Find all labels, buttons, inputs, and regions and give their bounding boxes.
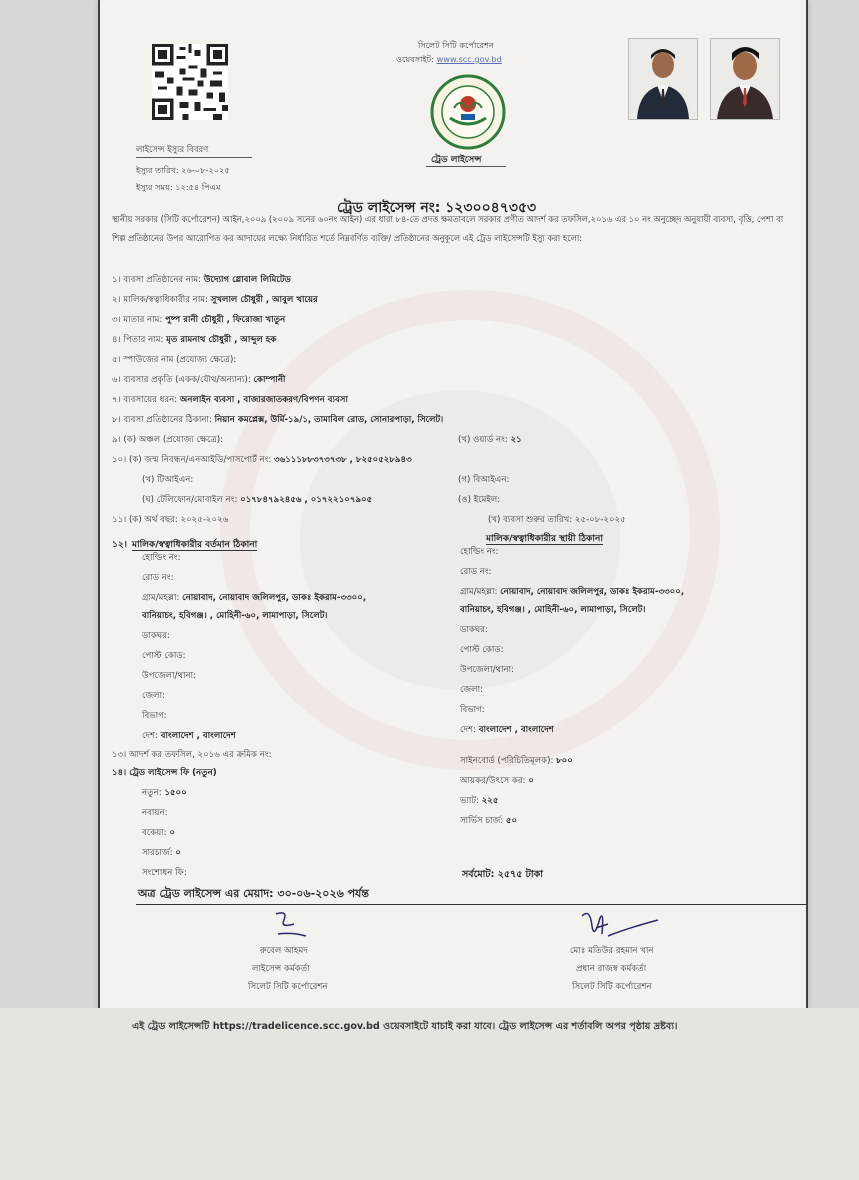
website-label: ওয়েবসাইট: (396, 54, 434, 64)
present-road: রোড নং: (142, 573, 174, 583)
present-address-heading: ১২। মালিক/স্বত্বাধিকারীর বর্তমান ঠিকানা (112, 540, 258, 550)
fee-arrears: বকেয়া: ০ (142, 828, 176, 838)
permanent-holding: হোল্ডিং নং: (460, 547, 499, 557)
fee-income-tax: আয়কর/উৎসে কর: ০ (460, 776, 534, 786)
present-post-office: ডাকঘর: (142, 631, 170, 641)
permanent-division: বিভাগ: (460, 705, 485, 715)
fee-correction: সংশোধন ফি: (142, 868, 187, 878)
field-business-name: ১। ব্যবসা প্রতিষ্ঠানের নাম: উদ্যোগ গ্লোবাল লিমিটেড (112, 275, 291, 285)
divider (136, 157, 252, 158)
field-mother-name: ৩। মাতার নাম: পুষ্প রানী চৌধুরী , ফিরোজা খাতুন (112, 315, 286, 325)
owner-photo-1 (628, 38, 698, 120)
fee-total: সর্বমোট: ২৫৭৫ টাকা (462, 869, 544, 880)
signatory-2-name: মোঃ মতিউর রহমান খান (570, 946, 654, 956)
fee-new: নতুন: ১৫০০ (142, 788, 187, 798)
field-business-address: ৮। ব্যবসা প্রতিষ্ঠানের ঠিকানা: নিয়ান কমপ্লেক্স, উর্মি-১৯/১, তামাবিল রোড, সোনারপাড়া, সিলেট। (112, 415, 444, 425)
present-upazila: উপজেলা/থানা: (142, 671, 197, 681)
field-phone: (ঘ) টেলিফোন/মোবাইল নং: ০১৭৮৪৭৯২৪৫৬ , ০১৭২২১০৭৯০৫ (142, 495, 373, 505)
website-link[interactable]: www.scc.gov.bd (436, 54, 502, 64)
fee-heading: ১৪। ট্রেড লাইসেন্স ফি (নতুন) (112, 768, 217, 778)
permanent-road: রোড নং: (460, 567, 492, 577)
permanent-district: জেলা: (460, 685, 483, 695)
field-tax-schedule: ১৩। আদর্শ কর তফসিল, ২০১৬ এর ক্রমিক নং: (112, 750, 272, 760)
present-country: দেশ: বাংলাদেশ , বাংলাদেশ (142, 731, 236, 741)
license-type: ট্রেড লাইসেন্স (431, 155, 482, 165)
permanent-post-office: ডাকঘর: (460, 625, 488, 635)
fee-service-charge: সার্ভিস চার্জ: ৫০ (460, 816, 518, 826)
field-nid: ১০। (ক) জন্ম নিবন্ধন/এনআইডি/পাসপোর্ট নং: ৩৬১১১৮৮৩৭৩৭৩৮ , ৮২৫০৫২৮৯৪৩ (112, 455, 412, 465)
present-village-line2: বানিয়াচং, হবিগঞ্জ। , মোহিনী-৬০, লামাপাড়া, সিলেট। (142, 611, 328, 621)
present-village: গ্রাম/মহল্লা: নোয়াবাদ, নোয়াবাদ জলিলপুর, ডাকঃ ইকরাম-৩৩০০, (142, 593, 367, 603)
issue-heading: লাইসেন্স ইস্যুর বিবরণ (136, 144, 209, 154)
signatory-1-name: রুবেল আহমদ (260, 946, 308, 956)
present-post-code: পোস্ট কোড: (142, 651, 186, 661)
field-tin: (খ) টিআইএন: (142, 475, 194, 485)
license-number-title: ট্রেড লাইসেন্স নং: ১২৩০০৪৭৩৫৩ (337, 200, 537, 216)
field-business-type: ৭। ব্যবসায়ের ধরন: অনলাইন ব্যবসা , বাজারজাতকরণ/বিপণন ব্যবসা (112, 395, 348, 405)
field-business-nature: ৬। ব্যবসার প্রকৃতি (একক/যৌথ/অন্যান্য): কোম্পানী (112, 375, 286, 385)
website-line (396, 54, 502, 67)
permanent-village-line2: বানিয়াচং, হবিগঞ্জ। , মোহিনী-৬০, লামাপাড়া, সিলেট। (460, 605, 646, 615)
fee-signboard: সাইনবোর্ড (পরিচিতিমূলক): ৮০০ (460, 756, 573, 766)
permanent-village: গ্রাম/মহল্লা: নোয়াবাদ, নোয়াবাদ জলিলপুর, ডাকঃ ইকরাম-৩৩০০, (460, 587, 685, 597)
signature-image-1 (268, 910, 316, 948)
field-email: (ঙ) ইমেইল: (458, 495, 501, 505)
field-spouse-name: ৫। স্পাউজের নাম (প্রযোজ্য ক্ষেত্রে): (112, 355, 237, 365)
permanent-upazila: উপজেলা/থানা: (460, 665, 515, 675)
divider (426, 166, 506, 167)
divider (136, 904, 806, 905)
permanent-country: দেশ: বাংলাদেশ , বাংলাদেশ (460, 725, 554, 735)
qr-code (152, 44, 228, 120)
intro-paragraph: স্থানীয় সরকার (সিটি কর্পোরেশন) আইন,২০০৯ (২০০৯ সনের ৬০নং আইন) এর ধারা ৮৪-তে প্রদত্ত ক্ষমতাবলে সরকার প্রণীত আদর্শ কর তফসিল,২০১৬ এর ১০ নং অনুচ্ছেদ অনুযায়ী ব্যবসা, বৃত্তি, পেশা বা শিল্প প্রতিষ্ঠানের উপর আরোপিত কর আদায়ের লক্ষ্যে নির্ধারিত শর্তে নিম্নবর্ণিত ব্যক্তি/ প্রতিষ্ঠানের অনুকূলে এই ট্রেড লাইসেন্সটি ইস্যু করা হলো: (112, 214, 784, 243)
signatory-1-org: সিলেট সিটি কর্পোরেশন (248, 982, 328, 992)
fee-surcharge: সারচার্জ: ০ (142, 848, 181, 858)
field-ward: (খ) ওয়ার্ড নং: ২১ (458, 435, 522, 445)
signatory-1-title: লাইসেন্স কর্মকর্তা (252, 964, 310, 974)
present-district: জেলা: (142, 691, 165, 701)
permanent-address-heading: মালিক/স্বত্বাধিকারীর স্থায়ী ঠিকানা (486, 534, 603, 544)
verification-footer: এই ট্রেড লাইসেন্সটি https://tradelicence.scc.gov.bd ওয়েবসাইটে যাচাই করা যাবে। ট্রেড লাইসেন্স এর শর্তাবলি অপর পৃষ্ঠায় দ্রষ্টব্য। (132, 1021, 678, 1032)
field-zone: ৯। (ক) অঞ্চল (প্রযোজ্য ক্ষেত্রে): (112, 435, 223, 445)
permanent-post-code: পোস্ট কোড: (460, 645, 504, 655)
org-name: সিলেট সিটি কর্পোরেশন (418, 40, 494, 50)
field-start-date: (খ) ব্যবসা শুরুর তারিখ: ২৫-০৮-২০২৫ (488, 515, 626, 525)
field-father-name: ৪। পিতার নাম: মৃত রামনাথ চৌধুরী , আব্দুল হক (112, 335, 277, 345)
field-fiscal-year: ১১। (ক) অর্থ বছর: ২০২৫-২০২৬ (112, 515, 229, 525)
validity: অত্র ট্রেড লাইসেন্স এর মেয়াদ: ৩০-০৬-২০২৬ পর্যন্ত (138, 887, 369, 900)
present-holding: হোল্ডিং নং: (142, 553, 181, 563)
owner-photo-2 (710, 38, 780, 120)
fee-renewal: নবায়ন: (142, 808, 168, 818)
field-owner-name: ২। মালিক/স্বত্বাধিকারীর নাম: সুখলাল চৌধুরী , আবুল খায়ের (112, 295, 318, 305)
issue-date: ইস্যুর তারিখ: ২৬-০৮-২০২৫ (136, 165, 230, 175)
signatory-2-org: সিলেট সিটি কর্পোরেশন (572, 982, 652, 992)
present-division: বিভাগ: (142, 711, 167, 721)
issue-time: ইস্যুর সময়: ১২:৫৪ পিএম (136, 182, 221, 192)
signatory-2-title: প্রধান রাজস্ব কর্মকর্তা (576, 964, 647, 974)
field-bin: (গ) বিআইএন: (458, 475, 510, 485)
fee-vat: ভ্যাট: ২২৫ (460, 796, 499, 806)
city-corporation-logo (430, 74, 506, 150)
